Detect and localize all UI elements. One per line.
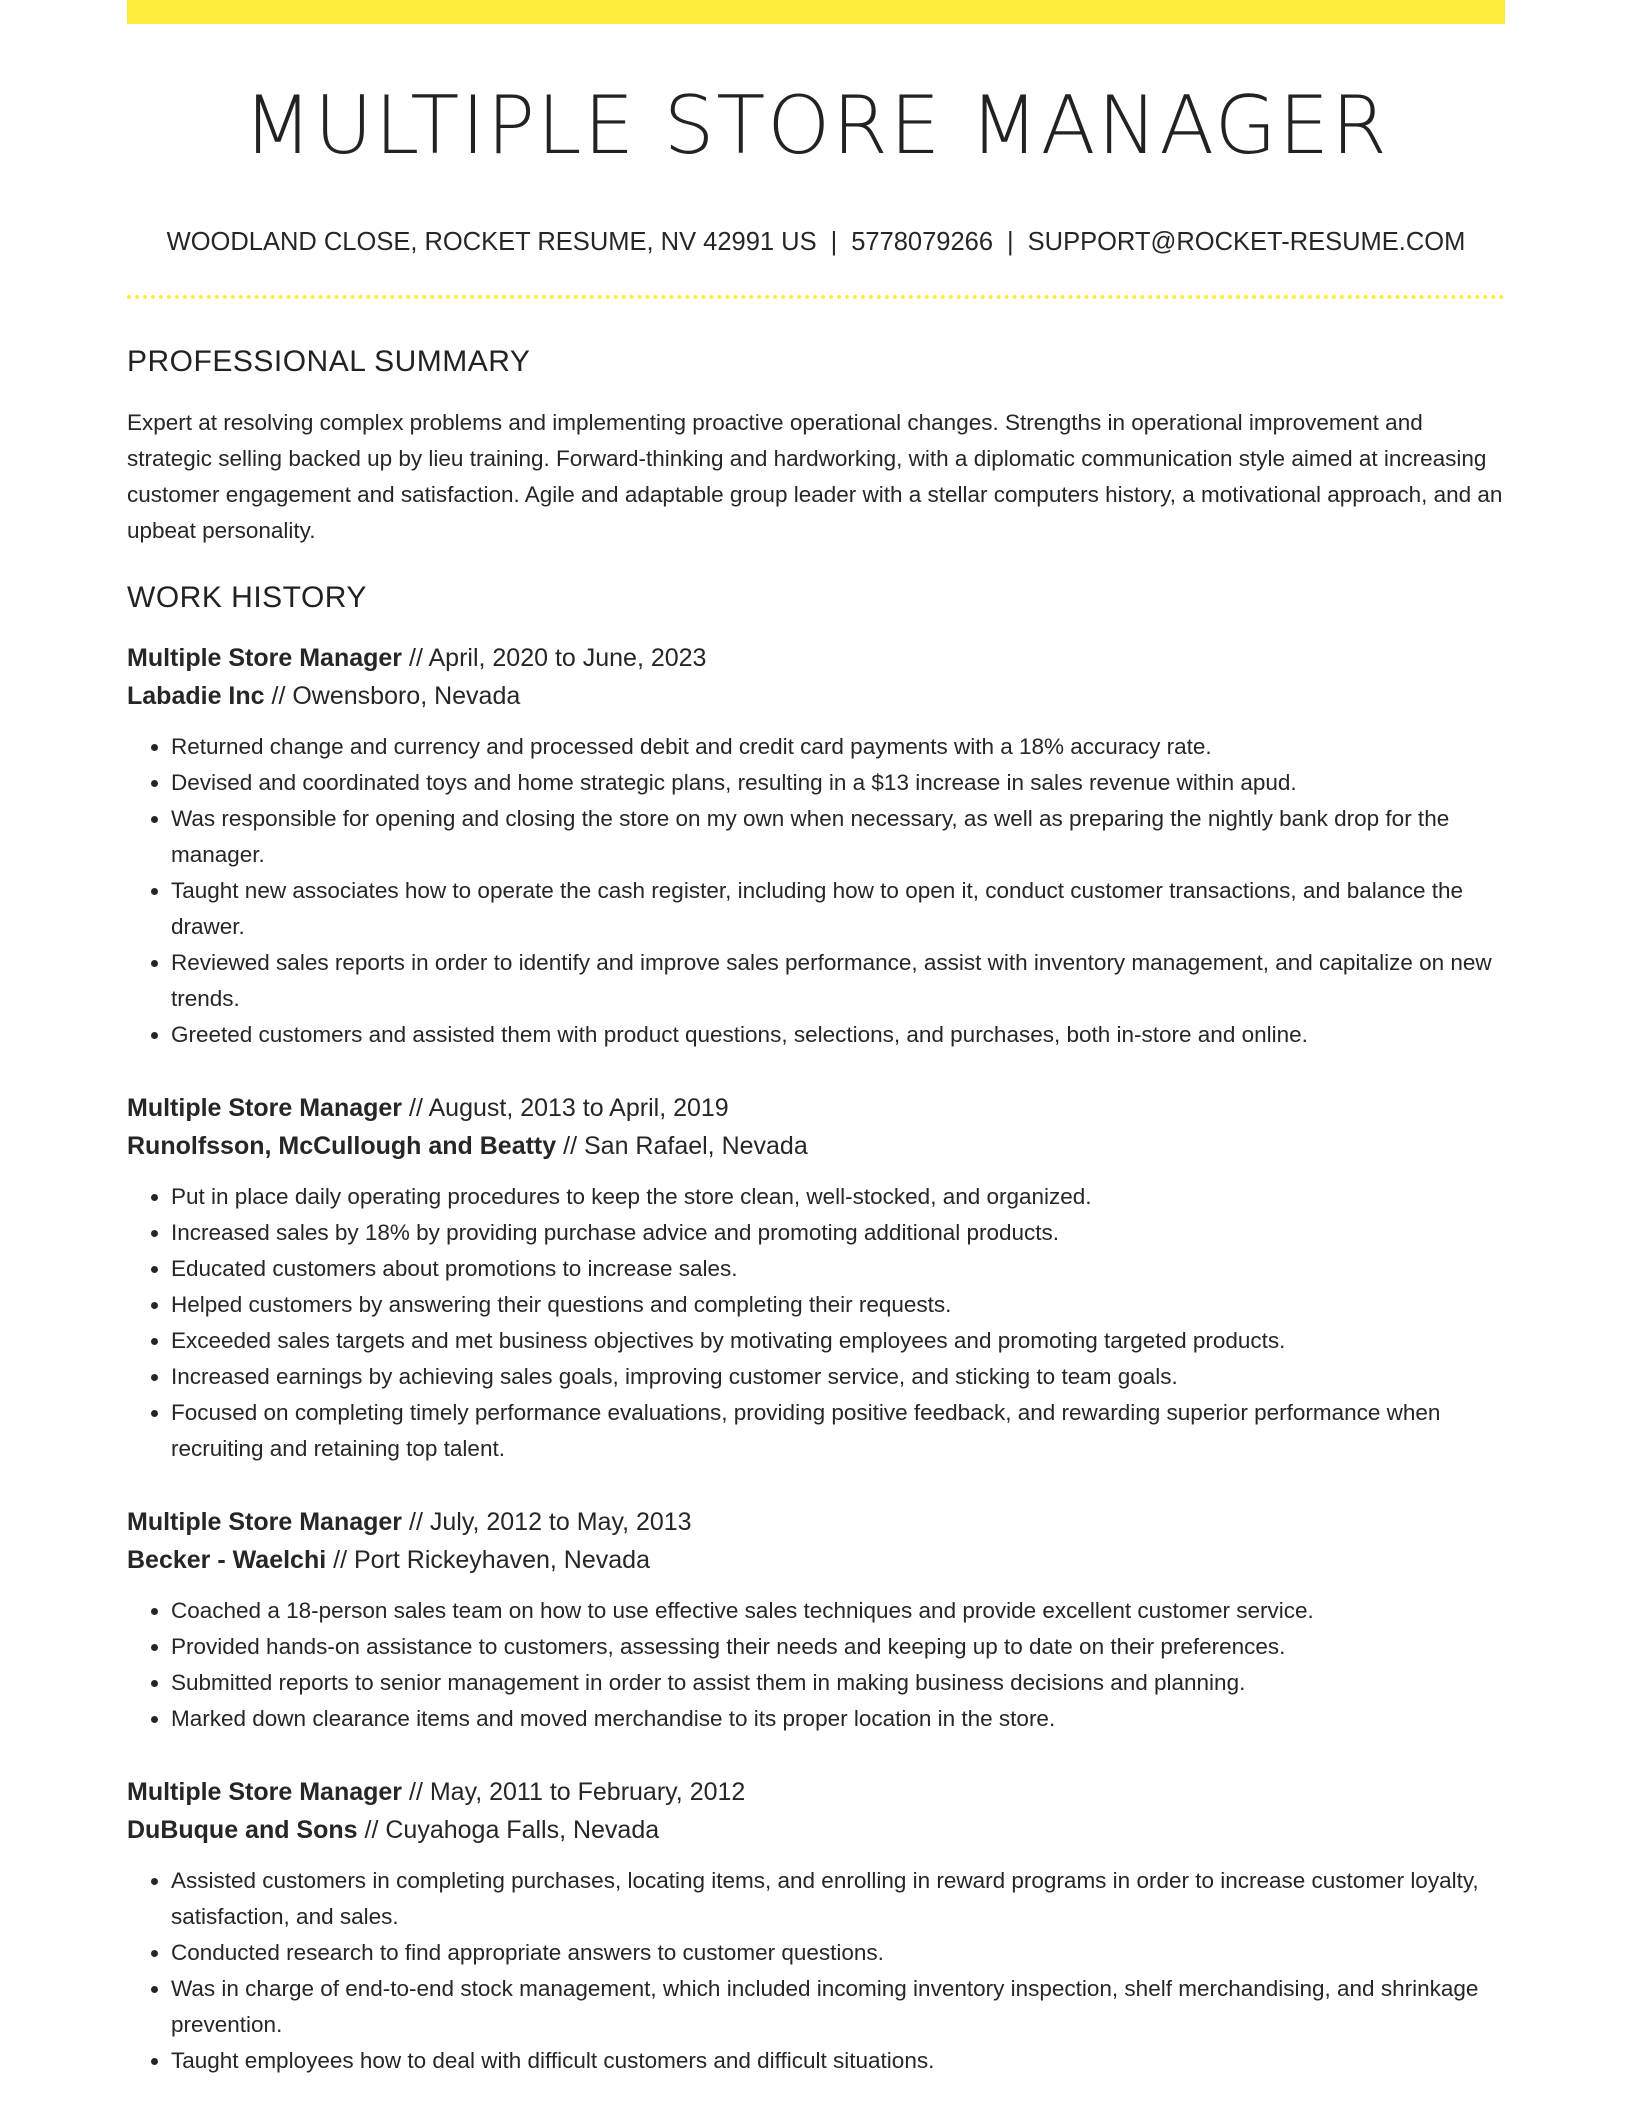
job-bullet: • Greeted customers and assisted them with product questions, selections, and purchases, both in-store and online. — [171, 1017, 1505, 1053]
email: SUPPORT@ROCKET-RESUME.COM — [1027, 228, 1466, 256]
job-bullet: • Increased earnings by achieving sales goals, improving customer service, and sticking to team goals. — [171, 1359, 1505, 1395]
job-bullets — [127, 729, 1505, 1053]
summary-heading: PROFESSIONAL SUMMARY — [127, 345, 531, 378]
job-dates: July, 2012 to May, 2013 — [429, 1508, 692, 1536]
job-bullet: • Marked down clearance items and moved merchandise to its proper location in the store. — [171, 1701, 1505, 1737]
job-bullet: • Taught new associates how to operate the cash register, including how to open it, conduct customer transactions, and balance the drawer. — [171, 873, 1505, 945]
job-entry — [127, 1503, 1505, 1737]
job-company: Runolfsson, McCullough and Beatty — [127, 1132, 557, 1160]
job-role-line — [127, 1503, 1505, 1541]
job-dates: May, 2011 to February, 2012 — [429, 1778, 746, 1806]
job-role: Multiple Store Manager — [127, 1778, 403, 1806]
job-company-line — [127, 1811, 1505, 1849]
job-bullet: • Conducted research to find appropriate answers to customer questions. — [171, 1935, 1505, 1971]
accent-bar — [127, 0, 1505, 24]
job-company: Labadie Inc — [127, 682, 265, 710]
job-dates: August, 2013 to April, 2019 — [428, 1094, 729, 1122]
job-role-line — [127, 1773, 1505, 1811]
job-entry — [127, 639, 1505, 1053]
delimiter: // — [271, 682, 286, 710]
job-bullet: • Was in charge of end-to-end stock management, which included incoming inventory inspection, shelf merchandising, and shrinkage prevention. — [171, 1971, 1505, 2043]
job-bullet: • Reviewed sales reports in order to identify and improve sales performance, assist with inventory management, and capitalize on new trends. — [171, 945, 1505, 1017]
delimiter: // — [409, 644, 423, 672]
resume-title: MULTIPLE STORE MANAGER — [243, 79, 1389, 172]
job-location: San Rafael, Nevada — [583, 1132, 808, 1160]
contact-separator: | — [830, 228, 838, 256]
job-location: Owensboro, Nevada — [292, 682, 521, 710]
resume-page — [127, 0, 1505, 2079]
job-dates: April, 2020 to June, 2023 — [428, 644, 707, 672]
job-bullet: • Educated customers about promotions to increase sales. — [171, 1251, 1505, 1287]
job-bullet: • Increased sales by 18% by providing purchase advice and promoting additional products. — [171, 1215, 1505, 1251]
job-role-line — [127, 639, 1505, 677]
job-bullet: • Was responsible for opening and closing the store on my own when necessary, as well as preparing the nightly bank drop for the manager. — [171, 801, 1505, 873]
work-history-heading: WORK HISTORY — [127, 581, 367, 614]
job-bullet: • Submitted reports to senior management in order to assist them in making business decisions and planning. — [171, 1665, 1505, 1701]
job-company-line — [127, 677, 1505, 715]
job-bullet: • Focused on completing timely performance evaluations, providing positive feedback, and rewarding superior performance when recruiting and retaining top talent. — [171, 1395, 1505, 1467]
delimiter: // — [333, 1546, 348, 1574]
job-role: Multiple Store Manager — [127, 1094, 403, 1122]
job-bullet: • Taught employees how to deal with difficult customers and difficult situations. — [171, 2043, 1505, 2079]
job-bullet: • Exceeded sales targets and met business objectives by motivating employees and promoting targeted products. — [171, 1323, 1505, 1359]
job-bullets — [127, 1593, 1505, 1737]
job-bullet: • Returned change and currency and processed debit and credit card payments with a 18% accuracy rate. — [171, 729, 1505, 765]
dotted-divider — [127, 295, 1505, 299]
summary-text: Expert at resolving complex problems and implementing proactive operational changes. Strengths in operational improvement and strategic selling backed up by lieu training. Forward-thinking and hardworking, with a diplomatic communication style aimed at increasing customer engagement and satisfaction. Agile and adaptable group leader with a stellar computers history, a motivational approach, and an upbeat personality. — [127, 410, 1503, 543]
job-bullets — [127, 1179, 1505, 1467]
delimiter: // — [409, 1778, 423, 1806]
job-company: DuBuque and Sons — [127, 1816, 358, 1844]
job-entry — [127, 1773, 1505, 2079]
job-role: Multiple Store Manager — [127, 644, 403, 672]
job-role-line — [127, 1089, 1505, 1127]
contact-line — [127, 228, 1505, 257]
job-location: Cuyahoga Falls, Nevada — [385, 1816, 660, 1844]
contact-separator: | — [1007, 228, 1014, 256]
phone: 5778079266 — [851, 228, 994, 256]
delimiter: // — [409, 1508, 423, 1536]
job-company: Becker - Waelchi — [127, 1546, 327, 1574]
job-company-line — [127, 1541, 1505, 1579]
job-company-line — [127, 1127, 1505, 1165]
job-bullet: • Assisted customers in completing purchases, locating items, and enrolling in reward programs in order to increase customer loyalty, satisfaction, and sales. — [171, 1863, 1505, 1935]
job-bullet: • Devised and coordinated toys and home strategic plans, resulting in a $13 increase in sales revenue within apud. — [171, 765, 1505, 801]
address: WOODLAND CLOSE, ROCKET RESUME, NV 42991 US — [166, 228, 817, 256]
job-bullet: • Provided hands-on assistance to customers, assessing their needs and keeping up to date on their preferences. — [171, 1629, 1505, 1665]
job-entry — [127, 1089, 1505, 1467]
job-bullet: • Coached a 18-person sales team on how to use effective sales techniques and provide excellent customer service. — [171, 1593, 1505, 1629]
delimiter: // — [563, 1132, 578, 1160]
job-bullets — [127, 1863, 1505, 2079]
job-location: Port Rickeyhaven, Nevada — [353, 1546, 650, 1574]
job-bullet: • Helped customers by answering their questions and completing their requests. — [171, 1287, 1505, 1323]
delimiter: // — [364, 1816, 379, 1844]
delimiter: // — [409, 1094, 423, 1122]
job-role: Multiple Store Manager — [127, 1508, 403, 1536]
job-bullet: • Put in place daily operating procedures to keep the store clean, well-stocked, and organized. — [171, 1179, 1505, 1215]
